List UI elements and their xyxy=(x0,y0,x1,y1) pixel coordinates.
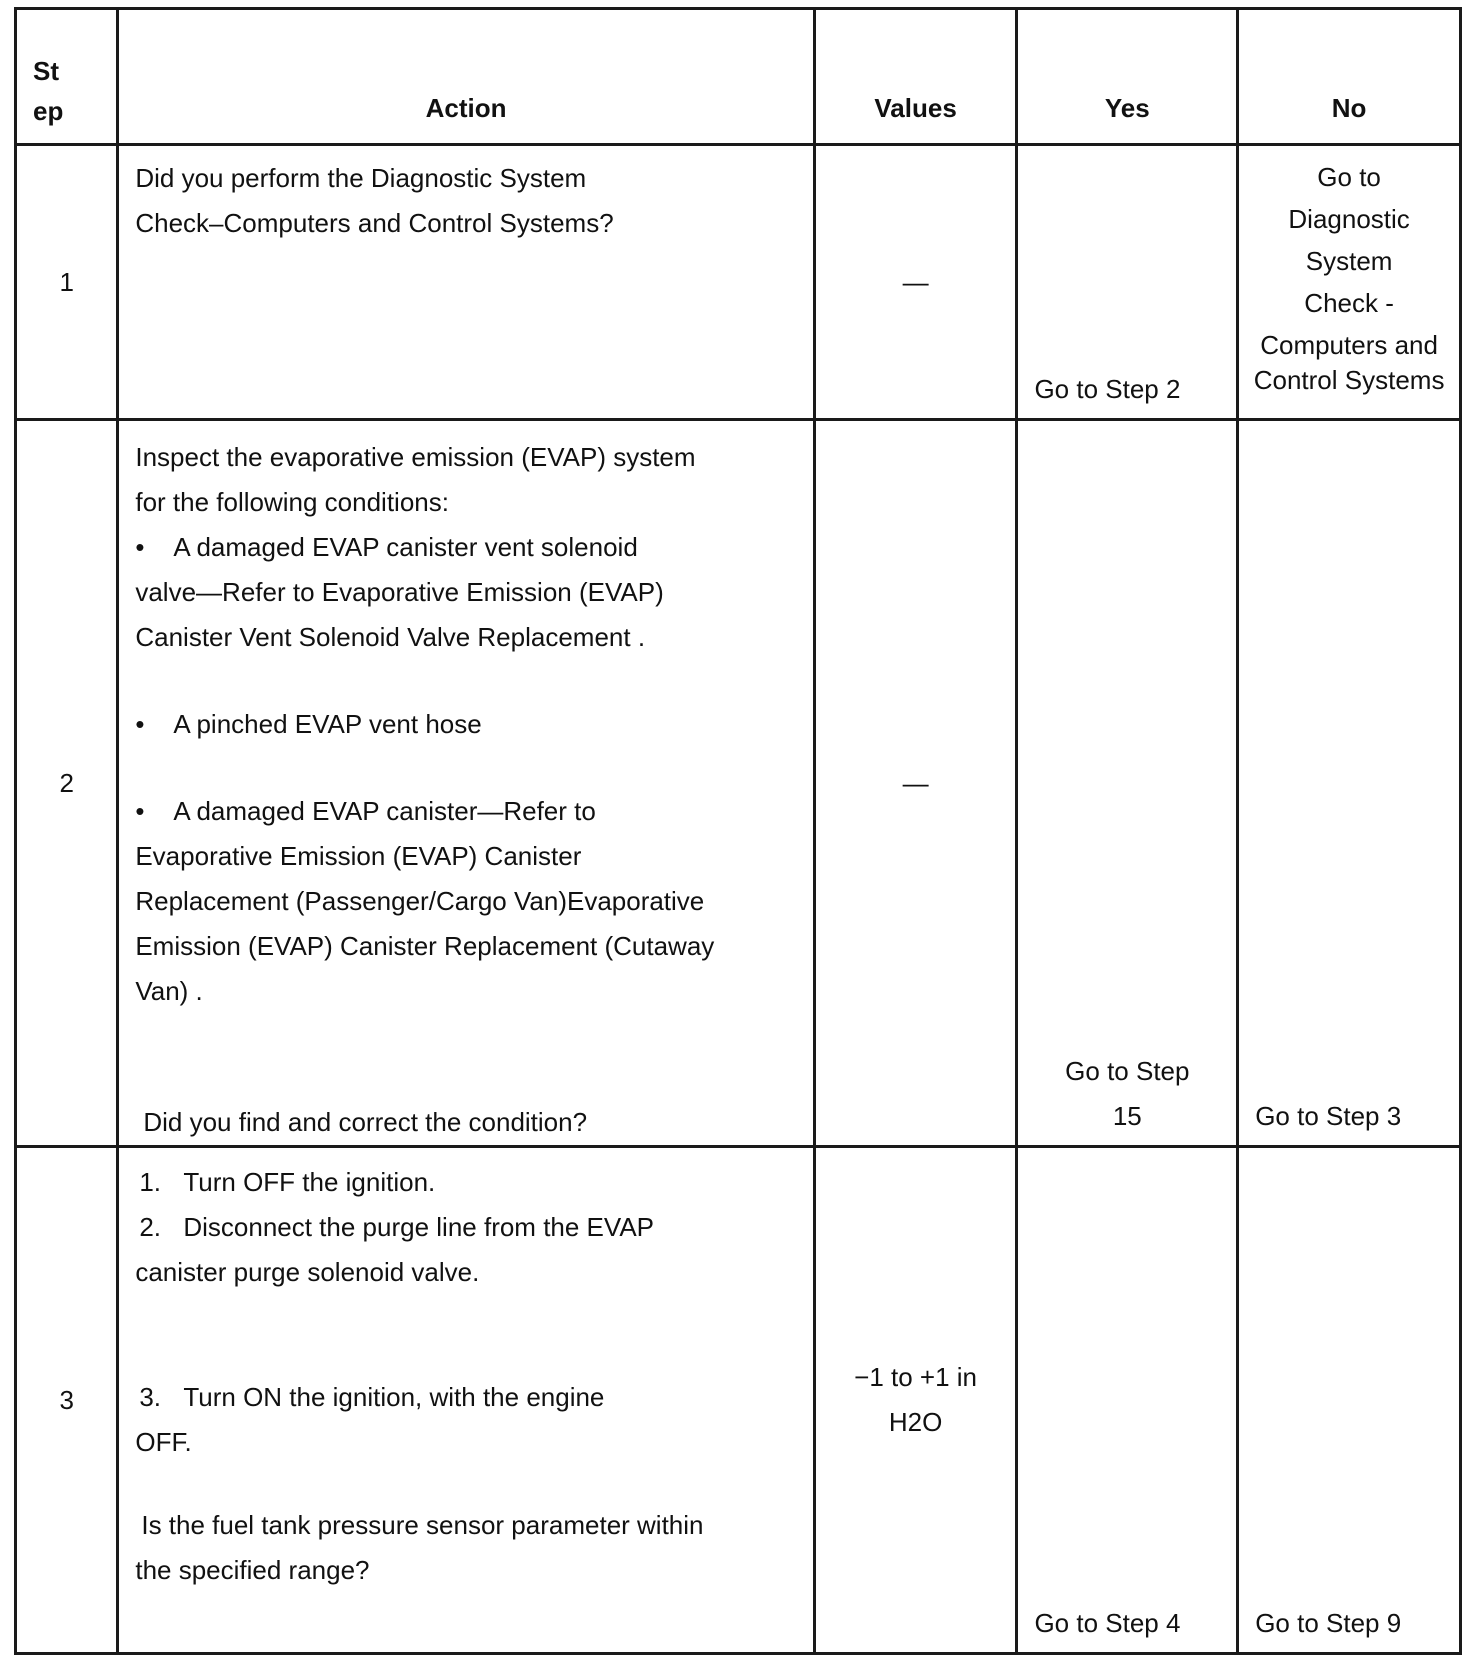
header-yes: Yes xyxy=(1017,9,1238,145)
action-text: Evaporative Emission (EVAP) Canister xyxy=(135,841,582,871)
no-text: Check - xyxy=(1304,288,1394,318)
header-step-label: St ep xyxy=(33,56,64,126)
numbered-item xyxy=(135,1160,792,1205)
action-question: the specified range? xyxy=(135,1555,370,1585)
step-number: 1 xyxy=(16,145,118,420)
action-text: Did you perform the Diagnostic System xyxy=(135,163,587,193)
spacer xyxy=(135,1295,792,1375)
step-index: 3. xyxy=(139,1382,162,1412)
action-text: Canister Vent Solenoid Valve Replacement . xyxy=(135,622,646,652)
action-text: Replacement (Passenger/Cargo Van)Evaporative xyxy=(135,886,705,916)
no-cell xyxy=(1238,420,1461,1147)
bullet-item xyxy=(135,789,792,834)
header-step xyxy=(16,9,118,145)
action-text: OFF. xyxy=(135,1427,192,1457)
action-cell xyxy=(118,145,814,420)
step-number: 2 xyxy=(16,420,118,1147)
header-no: No xyxy=(1238,9,1461,145)
table-row-step-1 xyxy=(16,145,1461,420)
action-text: for the following conditions: xyxy=(135,487,449,517)
action-text: Emission (EVAP) Canister Replacement (Cutaway xyxy=(135,931,715,961)
action-text: Check–Computers and Control Systems? xyxy=(135,208,614,238)
no-link[interactable] xyxy=(1239,156,1459,394)
header-action: Action xyxy=(118,9,814,145)
yes-link[interactable]: Go to Step 2 xyxy=(1034,374,1181,404)
table-row-step-2 xyxy=(16,420,1461,1147)
bullet-text: A damaged EVAP canister vent solenoid xyxy=(173,532,638,562)
action-cell xyxy=(118,1147,814,1654)
no-link[interactable]: Go to Step 9 xyxy=(1255,1608,1402,1638)
yes-cell xyxy=(1017,420,1238,1147)
bullet-icon: • xyxy=(135,709,145,739)
numbered-text: Disconnect the purge line from the EVAP xyxy=(183,1212,654,1242)
value-text: H2O xyxy=(888,1407,943,1437)
yes-link[interactable]: Go to Step 4 xyxy=(1034,1608,1181,1638)
yes-cell xyxy=(1017,1147,1238,1654)
spacer xyxy=(135,1014,792,1100)
value-text: −1 to +1 in xyxy=(854,1362,978,1392)
bullet-icon: • xyxy=(135,532,145,562)
no-text: Diagnostic xyxy=(1288,204,1410,234)
action-question: Did you find and correct the condition? xyxy=(143,1107,588,1137)
values-cell xyxy=(814,1147,1017,1654)
action-question: Is the fuel tank pressure sensor parameter within xyxy=(141,1510,704,1540)
header-row xyxy=(16,9,1461,145)
no-text: Go to xyxy=(1317,162,1381,192)
value-range xyxy=(816,1355,1016,1445)
no-text: Computers and xyxy=(1260,330,1438,360)
action-cell xyxy=(118,420,814,1147)
yes-text: 15 xyxy=(1112,1101,1142,1131)
numbered-text: Turn ON the ignition, with the engine xyxy=(183,1382,605,1412)
numbered-text: Turn OFF the ignition. xyxy=(183,1167,436,1197)
step-index: 2. xyxy=(139,1212,162,1242)
spacer xyxy=(135,747,792,789)
no-text: Control Systems xyxy=(1253,365,1445,395)
spacer xyxy=(135,660,792,702)
no-text: System xyxy=(1305,246,1393,276)
header-values: Values xyxy=(814,9,1017,145)
yes-text: Go to Step xyxy=(1065,1056,1190,1086)
bullet-item xyxy=(135,525,792,570)
yes-cell xyxy=(1017,145,1238,420)
numbered-item xyxy=(135,1375,792,1420)
spacer xyxy=(135,1465,792,1503)
no-link[interactable]: Go to Step 3 xyxy=(1255,1101,1402,1131)
table-row-step-3 xyxy=(16,1147,1461,1654)
bullet-item xyxy=(135,702,792,747)
action-text: canister purge solenoid valve. xyxy=(135,1257,480,1287)
action-text: valve—Refer to Evaporative Emission (EVAP) xyxy=(135,577,664,607)
values-cell: — xyxy=(814,145,1017,420)
bullet-text: A pinched EVAP vent hose xyxy=(173,709,482,739)
bullet-icon: • xyxy=(135,796,145,826)
step-number: 3 xyxy=(16,1147,118,1654)
action-text: Van) . xyxy=(135,976,203,1006)
no-cell xyxy=(1238,1147,1461,1654)
no-cell xyxy=(1238,145,1461,420)
yes-link[interactable] xyxy=(1018,1049,1236,1139)
numbered-item xyxy=(135,1205,792,1250)
bullet-text: A damaged EVAP canister—Refer to xyxy=(173,796,596,826)
diagnostic-table xyxy=(14,7,1462,1655)
values-cell: — xyxy=(814,420,1017,1147)
step-index: 1. xyxy=(139,1167,162,1197)
action-text: Inspect the evaporative emission (EVAP) system xyxy=(135,442,696,472)
